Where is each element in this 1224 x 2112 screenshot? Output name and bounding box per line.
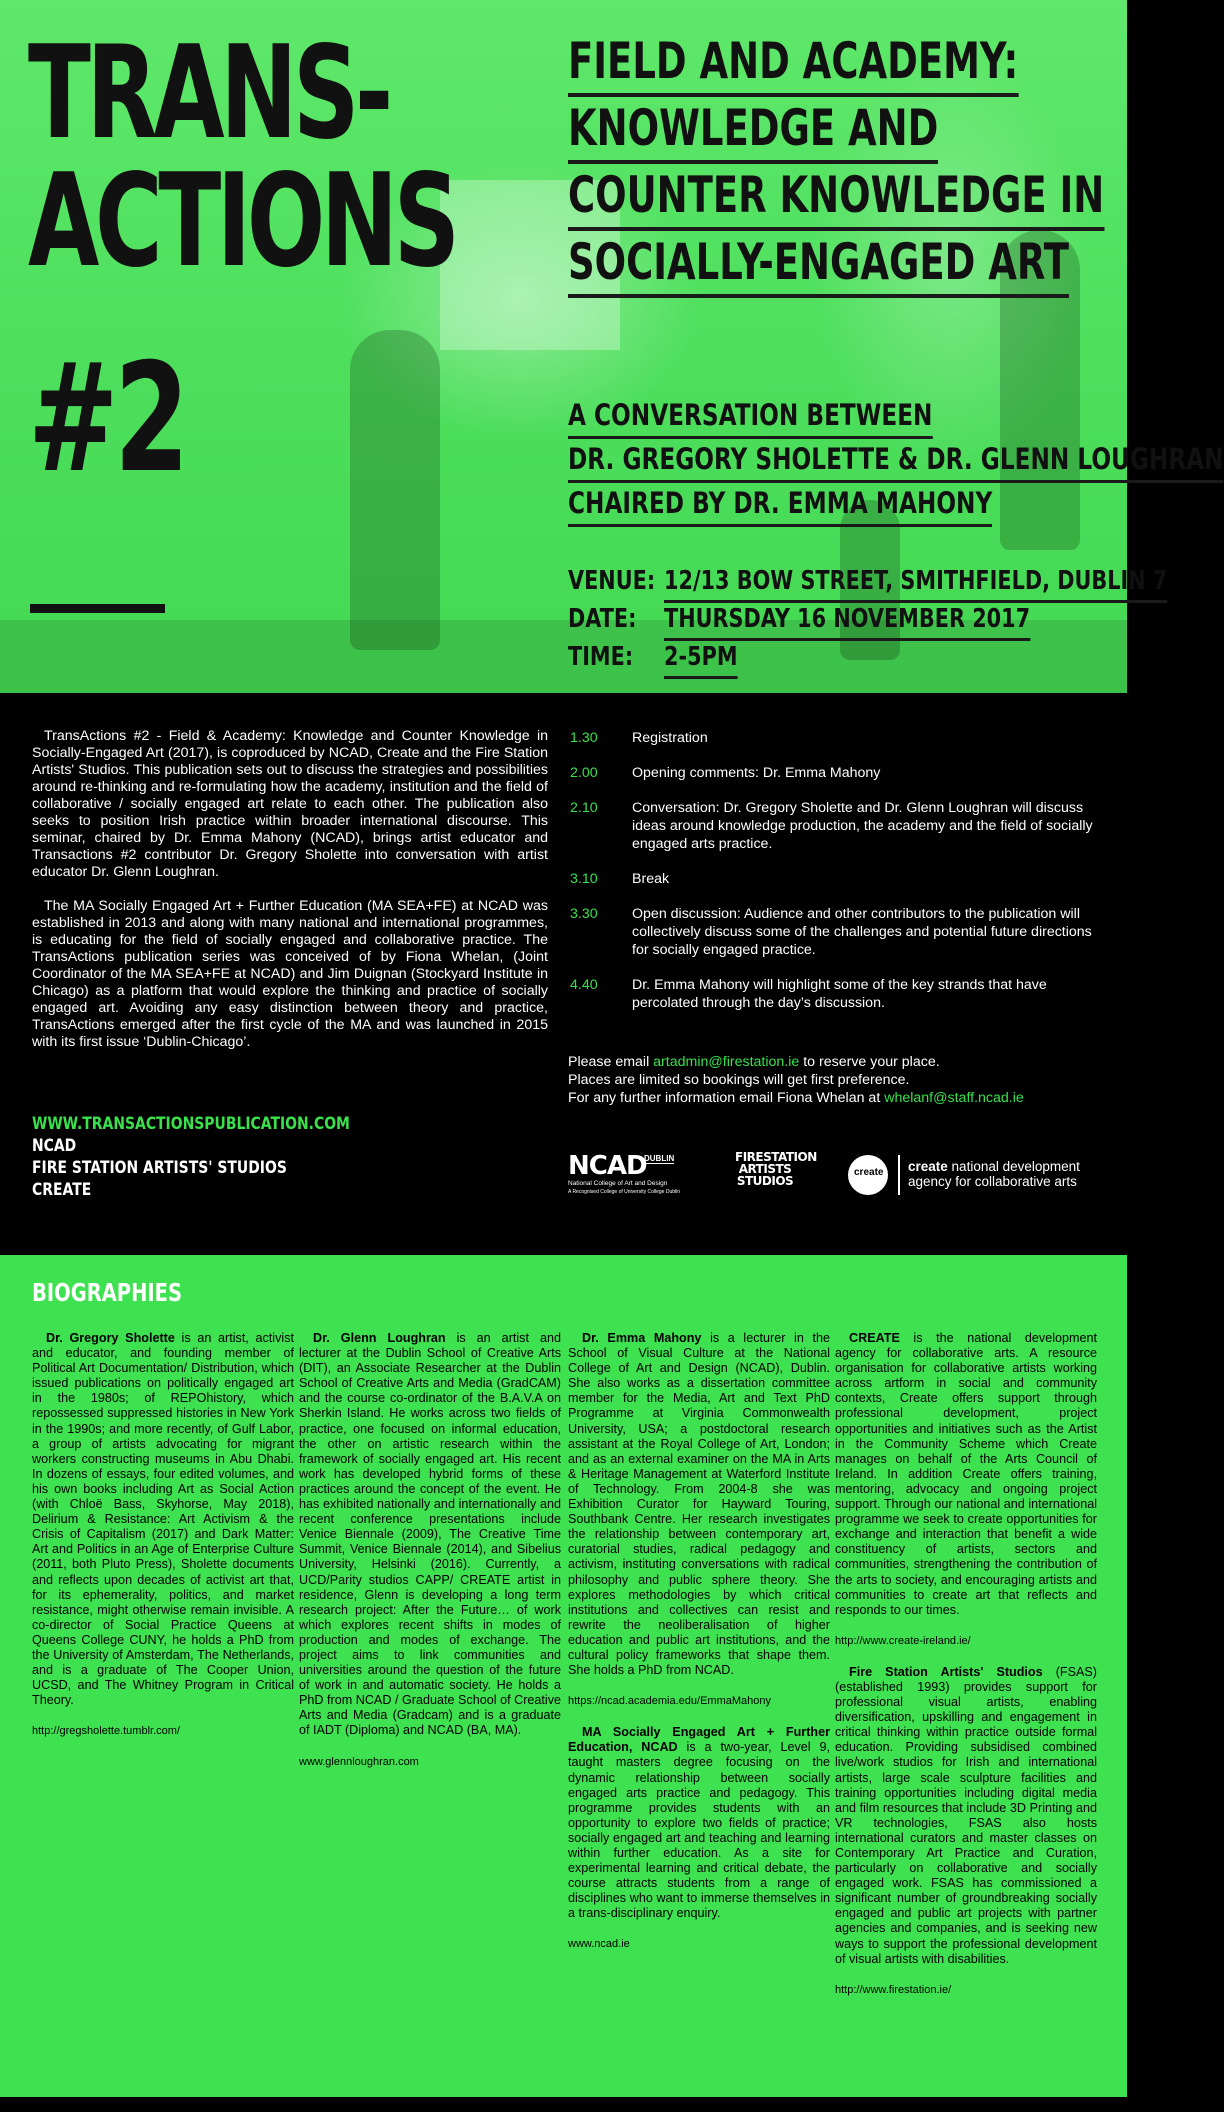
bio-sholette: Dr. Gregory Sholette is an artist, activist and educator, and founding member of Political Art Documentation/ Distribution, which issued publications on politically engaged art in the 1980s; of REPOhistory, which repossessed suppressed histories in New York in the 1990s; and more recently, of Gulf Labor, a group of artists advocating for migrant workers constructing museums in Abu Dhabi. In dozens of essays, four edited volumes, and his own books including Art as Social Action (with Chloë Bass, Skyhorse, May 2018), Delirium & Resistance: Art Activism & the Crisis of Capitalism (2017) and Dark Matter: Art and Politics in an Age of Enterprise Culture (2011, both Pluto Press), Sholette documents and reflects upon decades of activist art that, for its ephemerality, politics, and market resistance, might otherwise remain invisible. A co-director of Social Practice Queens at Queens College CUNY, he holds a PhD from the University of Amsterdam, The Netherlands, and is a graduate of The Cooper Union, UCSD, and The Whitney Program in Critical Theory. [32,1331,294,1708]
headline-line-3: COUNTER KNOWLEDGE IN [568,166,1104,231]
schedule-text: Break [632,871,670,887]
venue-row [568,562,1168,600]
conversation-line-2: DR. GREGORY SHOLETTE & DR. GLENN LOUGHRAN [568,439,1224,483]
booking-email-link[interactable]: artadmin@firestation.ie [653,1054,800,1070]
bio-loughran: Dr. Glenn Loughran is an artist and lecturer at the Dublin School of Creative Arts (DIT), an Associate Researcher at the Dublin School of Creative Arts and Media (GradCAM) and the course co-ordinator of the B.A.V.A on Sherkin Island. He works across two fields of practice, one focused on informal education, the other on artistic research within the framework of socially engaged art. His recent work has developed hybrid forms of these practices around the concept of the event. He has exhibited nationally and internationally and recent conference presentations include Venice Biennale (2009), The Creative Time Summit, Venice Biennale (2014), and Sibelius University, Helsinki (2016). Currently, a UCD/Parity studios CAPP/ CREATE artist in residence, Glenn is developing a long term research project: After the Future… of work which explores recent shifts in modes of production and modes of exchange. The project aims to link communities and universities around the question of the future of work in and automatic society. He holds a PhD from NCAD / Graduate School of Creative Arts and Media (Gradcam) and is a graduate of IADT (Diploma) and NCAD (BA, MA). [299,1331,561,1738]
bio-column-4 [835,1331,1097,2014]
venue-label: VENUE: [568,566,656,596]
bio-mahony: Dr. Emma Mahony is a lecturer in the School of Visual Culture at the National College of Art and Design (NCAD), Dublin. She also works as a dissertation committee member for the Media, Art and Text PhD Programme at Virginia Commonwealth University, USA; a postdoctoral research assistant at the Royal College of Art, London; and as an external examiner on the MA in Arts & Heritage Management at Waterford Institute of Technology. From 2004-8 she was Exhibition Curator for Hayward Touring, Southbank Centre. Her research investigates the relationship between contemporary art, curatorial studies, radical pedagogy and activism, instituting conversations with radical philosophy and public sphere theory. She explores methodologies by which critical institutions and collectives can resist and rewrite the neoliberalisation of higher education and public art institutions, and the cultural policy frameworks that shape them. She holds a PhD from NCAD. [568,1331,830,1678]
schedule-text: Open discussion: Audience and other contributors to the publication will collectively discuss some of the challenges and potential future directions for socially engaged practice. [632,906,1092,958]
intro-text [32,728,548,1068]
schedule-time: 2.00 [570,765,598,781]
biographies-section [0,1255,1127,2097]
schedule-text: Dr. Emma Mahony will highlight some of the key strands that have percolated through the day’s discussion. [632,977,1047,1011]
schedule-item [570,729,1110,747]
booking-info [568,1053,1108,1107]
schedule-time: 4.40 [570,977,598,993]
intro-paragraph-2: The MA Socially Engaged Art + Further Education (MA SEA+FE) at NCAD was established in 2013 and along with many national and international programmes, is educating for the field of socially engaged and collaborative practice. The TransActions publication series was conceived of by Fiona Whelan, (Joint Coordinator of the MA SEA+FE at NCAD) and Jim Duignan (Stockyard Institute in Chicago) as a platform that would explore the thinking and practice of socially engaged art. Avoiding any easy distinction between theory and practice, TransActions emerged after the first cycle of the MA and was launched in 2015 with its first issue ‘Dublin-Chicago’. [32,898,548,1050]
time-label: TIME: [568,642,634,672]
date-row [568,600,1112,638]
event-title-line-3: #2 [28,332,186,506]
photo-figure-left [350,330,440,650]
schedule-item [570,870,1110,888]
schedule [570,729,1110,1029]
date-value: THURSDAY 16 NOVEMBER 2017 [664,600,1030,641]
ncad-logo-subtitle: National College of Art and Design [568,1180,668,1187]
title-underline [30,604,165,613]
time-row [568,638,1112,676]
headline-line-2: KNOWLEDGE AND [568,99,938,164]
hero-banner [0,0,1224,693]
publication-website-link[interactable]: WWW.TRANSACTIONSPUBLICATION.COM [32,1114,350,1134]
schedule-item [570,976,1110,1012]
conversation-line-1: A CONVERSATION BETWEEN [568,395,932,439]
fire-station-logo: FIRESTATION ARTISTS STUDIOS [735,1150,817,1188]
headline [568,32,1108,300]
bio-fsas: Fire Station Artists' Studios (FSAS) (established 1993) provides support for professional visual artists, enabling diversification, upskilling and engagement in critical thinking within practice outside formal education. Providing subsidised combined live/work studios for Irish and international artists, large scale sculpture facilities and training opportunities including digital media and film resources that include 3D Printing and VR technologies, FSAS also hosts international curators and master classes on Contemporary Art Practice and Curation, particularly on collaborative and socially engaged work. FSAS has commissioned a significant number of groundbreaking socially engaged and public art projects with partner agencies and companies, and is seeking new ways to support the professional development of visual artists with disabilities. [835,1664,1097,1966]
ncad-logo [568,1152,688,1202]
date-label: DATE: [568,604,637,634]
info-section [0,693,1127,1255]
venue-value: 12/13 BOW STREET, SMITHFIELD, DUBLIN 7 [664,562,1167,603]
event-title [28,19,456,506]
create-logo [848,1153,1108,1199]
ncad-logo-dublin: DUBLIN [644,1154,675,1163]
loughran-link[interactable]: www.glennloughran.com [299,1755,419,1768]
bio-create: CREATE is the national development agency for collaborative arts. A resource organisation for collaborative artists working across artform in social and community contexts, Create offers support through professional development, project opportunities and initiatives such as the Artist in the Community Scheme which Create manages on behalf of the Arts Council of Ireland. In addition Create offers training, mentoring, advocacy and ongoing project support. Through our national and international programme we seek to create opportunities for exchange and interaction that benefit a wide constituency of artists, sectors and communities, strengthening the contribution of the arts to society, and encouraging artists and communities to create art that reflects and responds to our times. [835,1331,1097,1617]
time-value: 2-5PM [664,638,738,679]
booking-line-3: For any further information email Fiona Whelan at whelanf@staff.ncad.ie [568,1090,1024,1106]
schedule-item [570,764,1110,782]
event-title-line-1: TRANS- [28,19,389,168]
partner-list [32,1113,352,1201]
conversation-line-3: CHAIRED BY DR. EMMA MAHONY [568,483,992,527]
partner-fire-station: FIRE STATION ARTISTS' STUDIOS [32,1158,287,1178]
schedule-text: Registration [632,730,708,746]
schedule-text: Opening comments: Dr. Emma Mahony [632,765,881,781]
conversation-subtitle [568,395,1224,527]
schedule-time: 1.30 [570,730,598,746]
create-logo-divider [898,1155,900,1195]
schedule-time: 3.30 [570,906,598,922]
bio-column-2 [299,1331,561,1786]
partner-create: CREATE [32,1180,92,1200]
headline-line-4: SOCIALLY-ENGAGED ART [568,233,1069,298]
event-title-line-2: ACTIONS [28,147,456,296]
create-logo-icon: create [848,1155,888,1195]
booking-line-1: Please email artadmin@firestation.ie to reserve your place. [568,1054,940,1070]
fire-station-link[interactable]: http://www.firestation.ie/ [835,1983,952,1996]
sholette-link[interactable]: http://gregsholette.tumblr.com/ [32,1725,180,1738]
schedule-item [570,799,1110,853]
bio-column-3 [568,1331,830,1969]
ncad-logo-mark: NCAD [568,1151,647,1181]
ncad-link[interactable]: www.ncad.ie [568,1938,630,1951]
headline-line-1: FIELD AND ACADEMY: [568,32,1018,97]
booking-line-2: Places are limited so bookings will get first preference. [568,1072,910,1088]
create-logo-text: create national development agency for collaborative arts [908,1159,1080,1189]
biographies-heading: BIOGRAPHIES [32,1278,183,1307]
schedule-item [570,905,1110,959]
bio-ma-sea: MA Socially Engaged Art + Further Education, NCAD is a two-year, Level 9, taught masters degree focusing on the dynamic relationship between socially engaged arts practice and pedagogy. This programme provides students with an opportunity to explore two fields of practice; socially engaged art and teaching and learning within further education. As a site for experimental learning and critical debate, the course attracts students from a range of disciplines who want to immerse themselves in a trans-disciplinary enquiry. [568,1725,830,1921]
bio-column-1 [32,1331,294,1755]
contact-email-link[interactable]: whelanf@staff.ncad.ie [884,1090,1024,1106]
footer-bar [0,2097,1127,2112]
event-details [568,562,1168,676]
schedule-time: 2.10 [570,800,598,816]
schedule-time: 3.10 [570,871,598,887]
schedule-text: Conversation: Dr. Gregory Sholette and Dr. Glenn Loughran will discuss ideas around knowledge production, the academy and the field of socially engaged arts practice. [632,800,1093,852]
intro-paragraph-1: TransActions #2 - Field & Academy: Knowledge and Counter Knowledge in Socially-Engaged Art (2017), is coproduced by NCAD, Create and the Fire Station Artists' Studios. This publication sets out to discuss the strategies and possibilities around re-thinking and re-formulating how the academy, institution and the field of collaborative / socially engaged art relate to each other. The publication also seeks to position Irish practice within broader international discourse. This seminar, chaired by Dr. Emma Mahony (NCAD), brings artist educator and Transactions #2 contributor Dr. Gregory Sholette into conversation with artist educator Dr. Glenn Loughran. [32,728,548,880]
create-link[interactable]: http://www.create-ireland.ie/ [835,1634,971,1647]
partner-ncad: NCAD [32,1136,77,1156]
ncad-logo-subtitle-2: A Recognised College of University College Dublin [568,1189,681,1195]
mahony-link[interactable]: https://ncad.academia.edu/EmmaMahony [568,1695,772,1708]
